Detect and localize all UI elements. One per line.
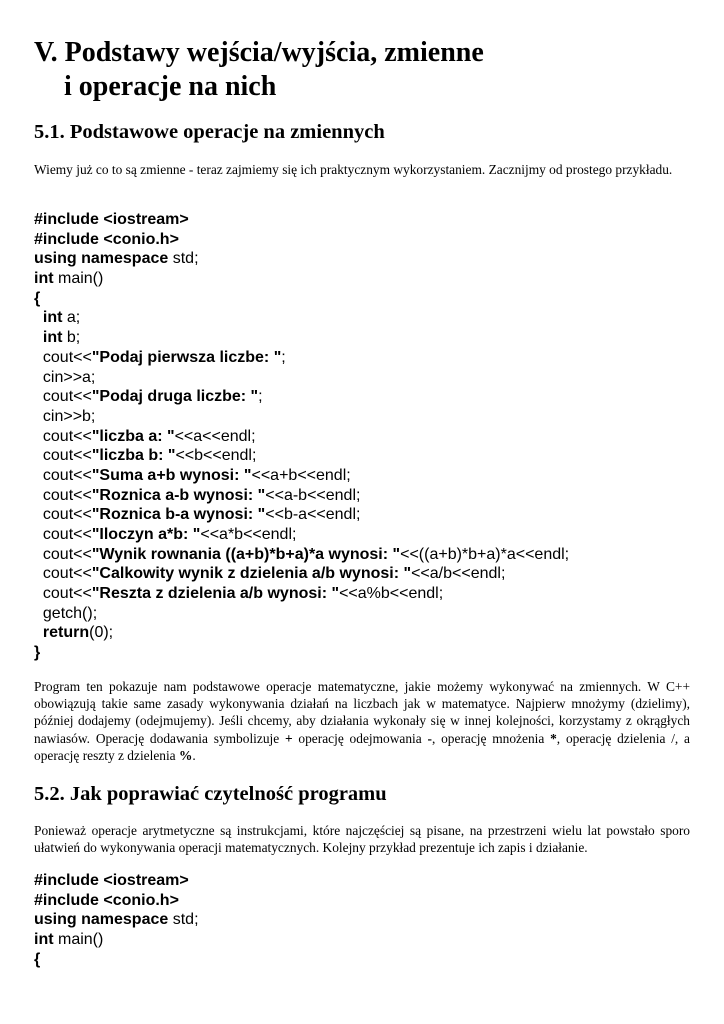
code-keyword: "Suma a+b wynosi: " bbox=[91, 466, 252, 484]
code-line bbox=[34, 505, 569, 525]
code-line bbox=[34, 308, 569, 328]
code-line bbox=[34, 623, 569, 643]
code-text bbox=[34, 624, 43, 641]
text-run: operację odejmowania bbox=[292, 730, 428, 746]
code-keyword: { bbox=[34, 950, 41, 968]
code-text: <<b<<endl; bbox=[175, 447, 257, 465]
code-keyword: "Iloczyn a*b: " bbox=[91, 526, 201, 543]
code-line bbox=[34, 328, 569, 348]
text-run: Program ten pokazuje nam podstawowe operacje matematyczne, jakie możemy wykonywać na zmiennych. W C++ obowiązują takie same zasady wykonywania działań na liczbach jak w matematyce. Najpierw mnożymy (dzielimy), później dodajemy (odejmujemy). Jeśli chcemy, aby działania wykonały się w innej kolejności, korzystamy z okrągłych nawiasów. Operację dodawania symbolizuje bbox=[34, 679, 690, 746]
code-keyword: int bbox=[34, 931, 54, 949]
bold-symbol: - bbox=[427, 730, 432, 746]
chapter-title bbox=[34, 36, 484, 104]
code-text: a; bbox=[62, 309, 81, 327]
code-text: cout<< bbox=[34, 427, 92, 445]
code-line bbox=[34, 249, 569, 269]
code-keyword: #include <iostream> bbox=[34, 872, 189, 889]
code-line bbox=[34, 950, 199, 970]
code-text bbox=[34, 329, 43, 346]
code-keyword: #include <conio.h> bbox=[34, 891, 179, 909]
code-line bbox=[34, 289, 569, 309]
code-text bbox=[34, 309, 43, 326]
code-text: std; bbox=[168, 250, 199, 268]
code-text: <<a+b<<endl; bbox=[251, 466, 351, 484]
code-text: cout<< bbox=[34, 526, 92, 543]
code-line bbox=[34, 564, 569, 584]
code-text: cout<< bbox=[34, 545, 92, 563]
code-keyword: "Podaj pierwsza liczbe: " bbox=[91, 348, 282, 366]
section2-intro: Ponieważ operacje arytmetyczne są instrukcjami, które najczęściej są pisane, na przestrzeni wielu lat powstało sporo ułatwień do wykonywania operacji matematycznych. Kolejny przykład prezentuje ich zapis i działanie. bbox=[34, 823, 690, 856]
code-text: cout<< bbox=[34, 486, 92, 504]
chapter-title-line1: V. Podstawy wejścia/wyjścia, zmienne bbox=[34, 37, 484, 68]
code-line bbox=[34, 387, 569, 407]
code-line bbox=[34, 604, 569, 624]
code-text: <<a*b<<endl; bbox=[200, 526, 297, 543]
code-line bbox=[34, 930, 199, 950]
code-line bbox=[34, 269, 569, 289]
bold-symbol: % bbox=[178, 747, 193, 763]
code-text: cout<< bbox=[34, 585, 92, 603]
code-keyword: "Roznica a-b wynosi: " bbox=[91, 486, 266, 504]
code-text: b; bbox=[62, 329, 81, 347]
code-keyword: "Calkowity wynik z dzielenia a/b wynosi: " bbox=[91, 565, 412, 583]
code-keyword: #include <conio.h> bbox=[34, 230, 179, 248]
code-text: <<b-a<<endl; bbox=[265, 506, 361, 524]
code-line bbox=[34, 871, 199, 891]
code-text: <<a-b<<endl; bbox=[265, 486, 361, 504]
code-keyword: { bbox=[34, 289, 41, 307]
code-text: cout<< bbox=[34, 388, 92, 406]
code-text: cout<< bbox=[34, 466, 92, 484]
code-text: cout<< bbox=[34, 348, 92, 366]
code-line bbox=[34, 348, 569, 368]
code-text: <<a%b<<endl; bbox=[339, 585, 444, 603]
code-text: (0); bbox=[89, 624, 114, 642]
chapter-title-line2: i operacje na nich bbox=[64, 71, 277, 102]
code-keyword: "liczba a: " bbox=[91, 427, 175, 445]
bold-symbol: * bbox=[550, 730, 557, 746]
section1-intro: Wiemy już co to są zmienne - teraz zajmiemy się ich praktycznym wykorzystaniem. Zacznijmy od prostego przykładu. bbox=[34, 162, 673, 177]
code-keyword: int bbox=[42, 329, 63, 347]
code-keyword: using namespace bbox=[34, 250, 169, 268]
code-keyword: #include <iostream> bbox=[34, 211, 189, 228]
section1-code-block bbox=[34, 210, 569, 663]
code-text: cout<< bbox=[34, 447, 92, 465]
code-text: <<a/b<<endl; bbox=[411, 565, 506, 583]
code-line bbox=[34, 910, 199, 930]
text-run: , operację mnożenia bbox=[431, 730, 551, 746]
text-run: . bbox=[192, 747, 196, 763]
bold-symbol: + bbox=[284, 730, 293, 746]
code-text: <<((a+b)*b+a)*a<<endl; bbox=[400, 545, 570, 563]
code-text: getch(); bbox=[34, 604, 98, 622]
code-keyword: return bbox=[42, 624, 90, 642]
section1-outro bbox=[34, 678, 690, 764]
text-run: , operację dzielenia /, a operację reszty z dzielenia bbox=[34, 730, 690, 763]
code-line bbox=[34, 545, 569, 565]
code-line bbox=[34, 210, 569, 230]
code-text: main() bbox=[53, 931, 104, 949]
code-line bbox=[34, 525, 569, 545]
code-line bbox=[34, 230, 569, 250]
code-keyword: int bbox=[34, 270, 54, 288]
code-line bbox=[34, 486, 569, 506]
section2-code-block bbox=[34, 871, 199, 969]
code-line bbox=[34, 891, 199, 911]
code-text: cin>>a; bbox=[34, 368, 96, 386]
code-text: cout<< bbox=[34, 565, 92, 583]
section1-heading: 5.1. Podstawowe operacje na zmiennych bbox=[34, 121, 385, 143]
code-text: std; bbox=[168, 911, 199, 929]
code-text: cout<< bbox=[34, 506, 92, 524]
code-line bbox=[34, 643, 569, 663]
code-keyword: "Roznica b-a wynosi: " bbox=[91, 506, 266, 524]
section2-heading: 5.2. Jak poprawiać czytelność programu bbox=[34, 783, 387, 805]
code-line bbox=[34, 466, 569, 486]
code-text: main() bbox=[53, 270, 104, 288]
code-text: cin>>b; bbox=[34, 407, 96, 425]
code-keyword: int bbox=[42, 309, 63, 327]
code-line bbox=[34, 584, 569, 604]
code-line bbox=[34, 407, 569, 427]
code-keyword: } bbox=[34, 644, 41, 662]
code-keyword: using namespace bbox=[34, 911, 169, 929]
code-text: ; bbox=[258, 388, 263, 406]
code-line bbox=[34, 427, 569, 447]
code-text: ; bbox=[281, 348, 286, 366]
code-keyword: "Reszta z dzielenia a/b wynosi: " bbox=[91, 585, 340, 603]
code-keyword: "Podaj druga liczbe: " bbox=[91, 388, 259, 406]
code-text: <<a<<endl; bbox=[174, 427, 256, 445]
code-keyword: "Wynik rownania ((a+b)*b+a)*a wynosi: " bbox=[91, 545, 401, 563]
code-line bbox=[34, 446, 569, 466]
code-keyword: "liczba b: " bbox=[91, 447, 176, 465]
code-line bbox=[34, 368, 569, 388]
